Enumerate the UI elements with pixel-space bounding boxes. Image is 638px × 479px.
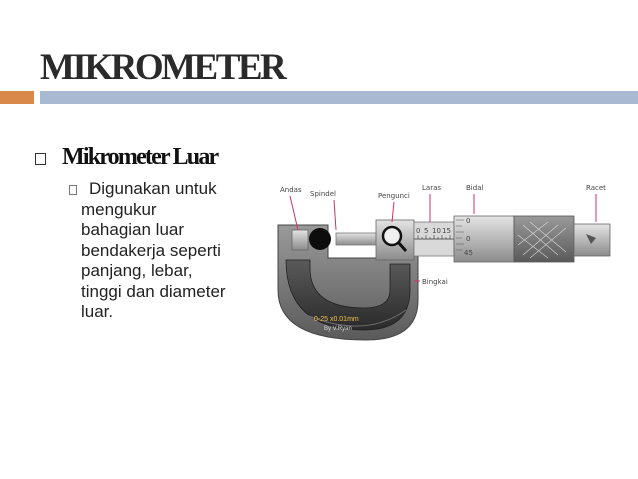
description-line: luar.: [81, 302, 114, 321]
label-spindel: Spindel: [310, 190, 336, 198]
description-line: panjang, lebar,: [81, 261, 193, 280]
bullet-square-icon: [35, 153, 46, 165]
workpiece-ball: [309, 228, 331, 250]
label-pengunci: Pengunci: [378, 192, 410, 200]
scale-tick: 5: [424, 227, 429, 235]
label-bidal: Bidal: [466, 184, 484, 192]
bullet-heading: Mikrometer Luar: [62, 144, 218, 170]
thimble: [454, 216, 514, 262]
description-text: [81, 179, 276, 323]
thimble-tick: 45: [464, 249, 473, 257]
frame-author-text: By V.Ryan: [324, 326, 352, 332]
description-line: bendakerja seperti: [81, 240, 221, 260]
description-line: mengukur: [81, 199, 157, 219]
thimble-tick: 0: [466, 235, 471, 243]
description-line: bahagian luar: [81, 220, 185, 239]
spindle: [336, 233, 378, 245]
slide-title: MIKROMETER: [40, 47, 285, 88]
label-bingkai: Bingkai: [422, 278, 448, 286]
label-laras: Laras: [422, 184, 442, 192]
description-line: Digunakan untuk: [89, 179, 217, 198]
label-andas: Andas: [280, 186, 302, 194]
label-racet: Racet: [586, 184, 606, 192]
accent-bar-blue: [40, 91, 638, 104]
scale-tick: 15: [442, 227, 451, 235]
accent-bar-orange: [0, 91, 34, 104]
micrometer-diagram: [268, 180, 613, 352]
thimble-tick: 0: [466, 217, 471, 225]
frame-range-text: 0-25 x0.01mm: [314, 316, 359, 323]
scale-tick: 10: [432, 227, 441, 235]
anvil: [292, 230, 308, 250]
scale-tick: 0: [416, 227, 421, 235]
description-line: tinggi dan diameter: [81, 281, 226, 301]
sub-bullet-icon: [69, 185, 77, 195]
